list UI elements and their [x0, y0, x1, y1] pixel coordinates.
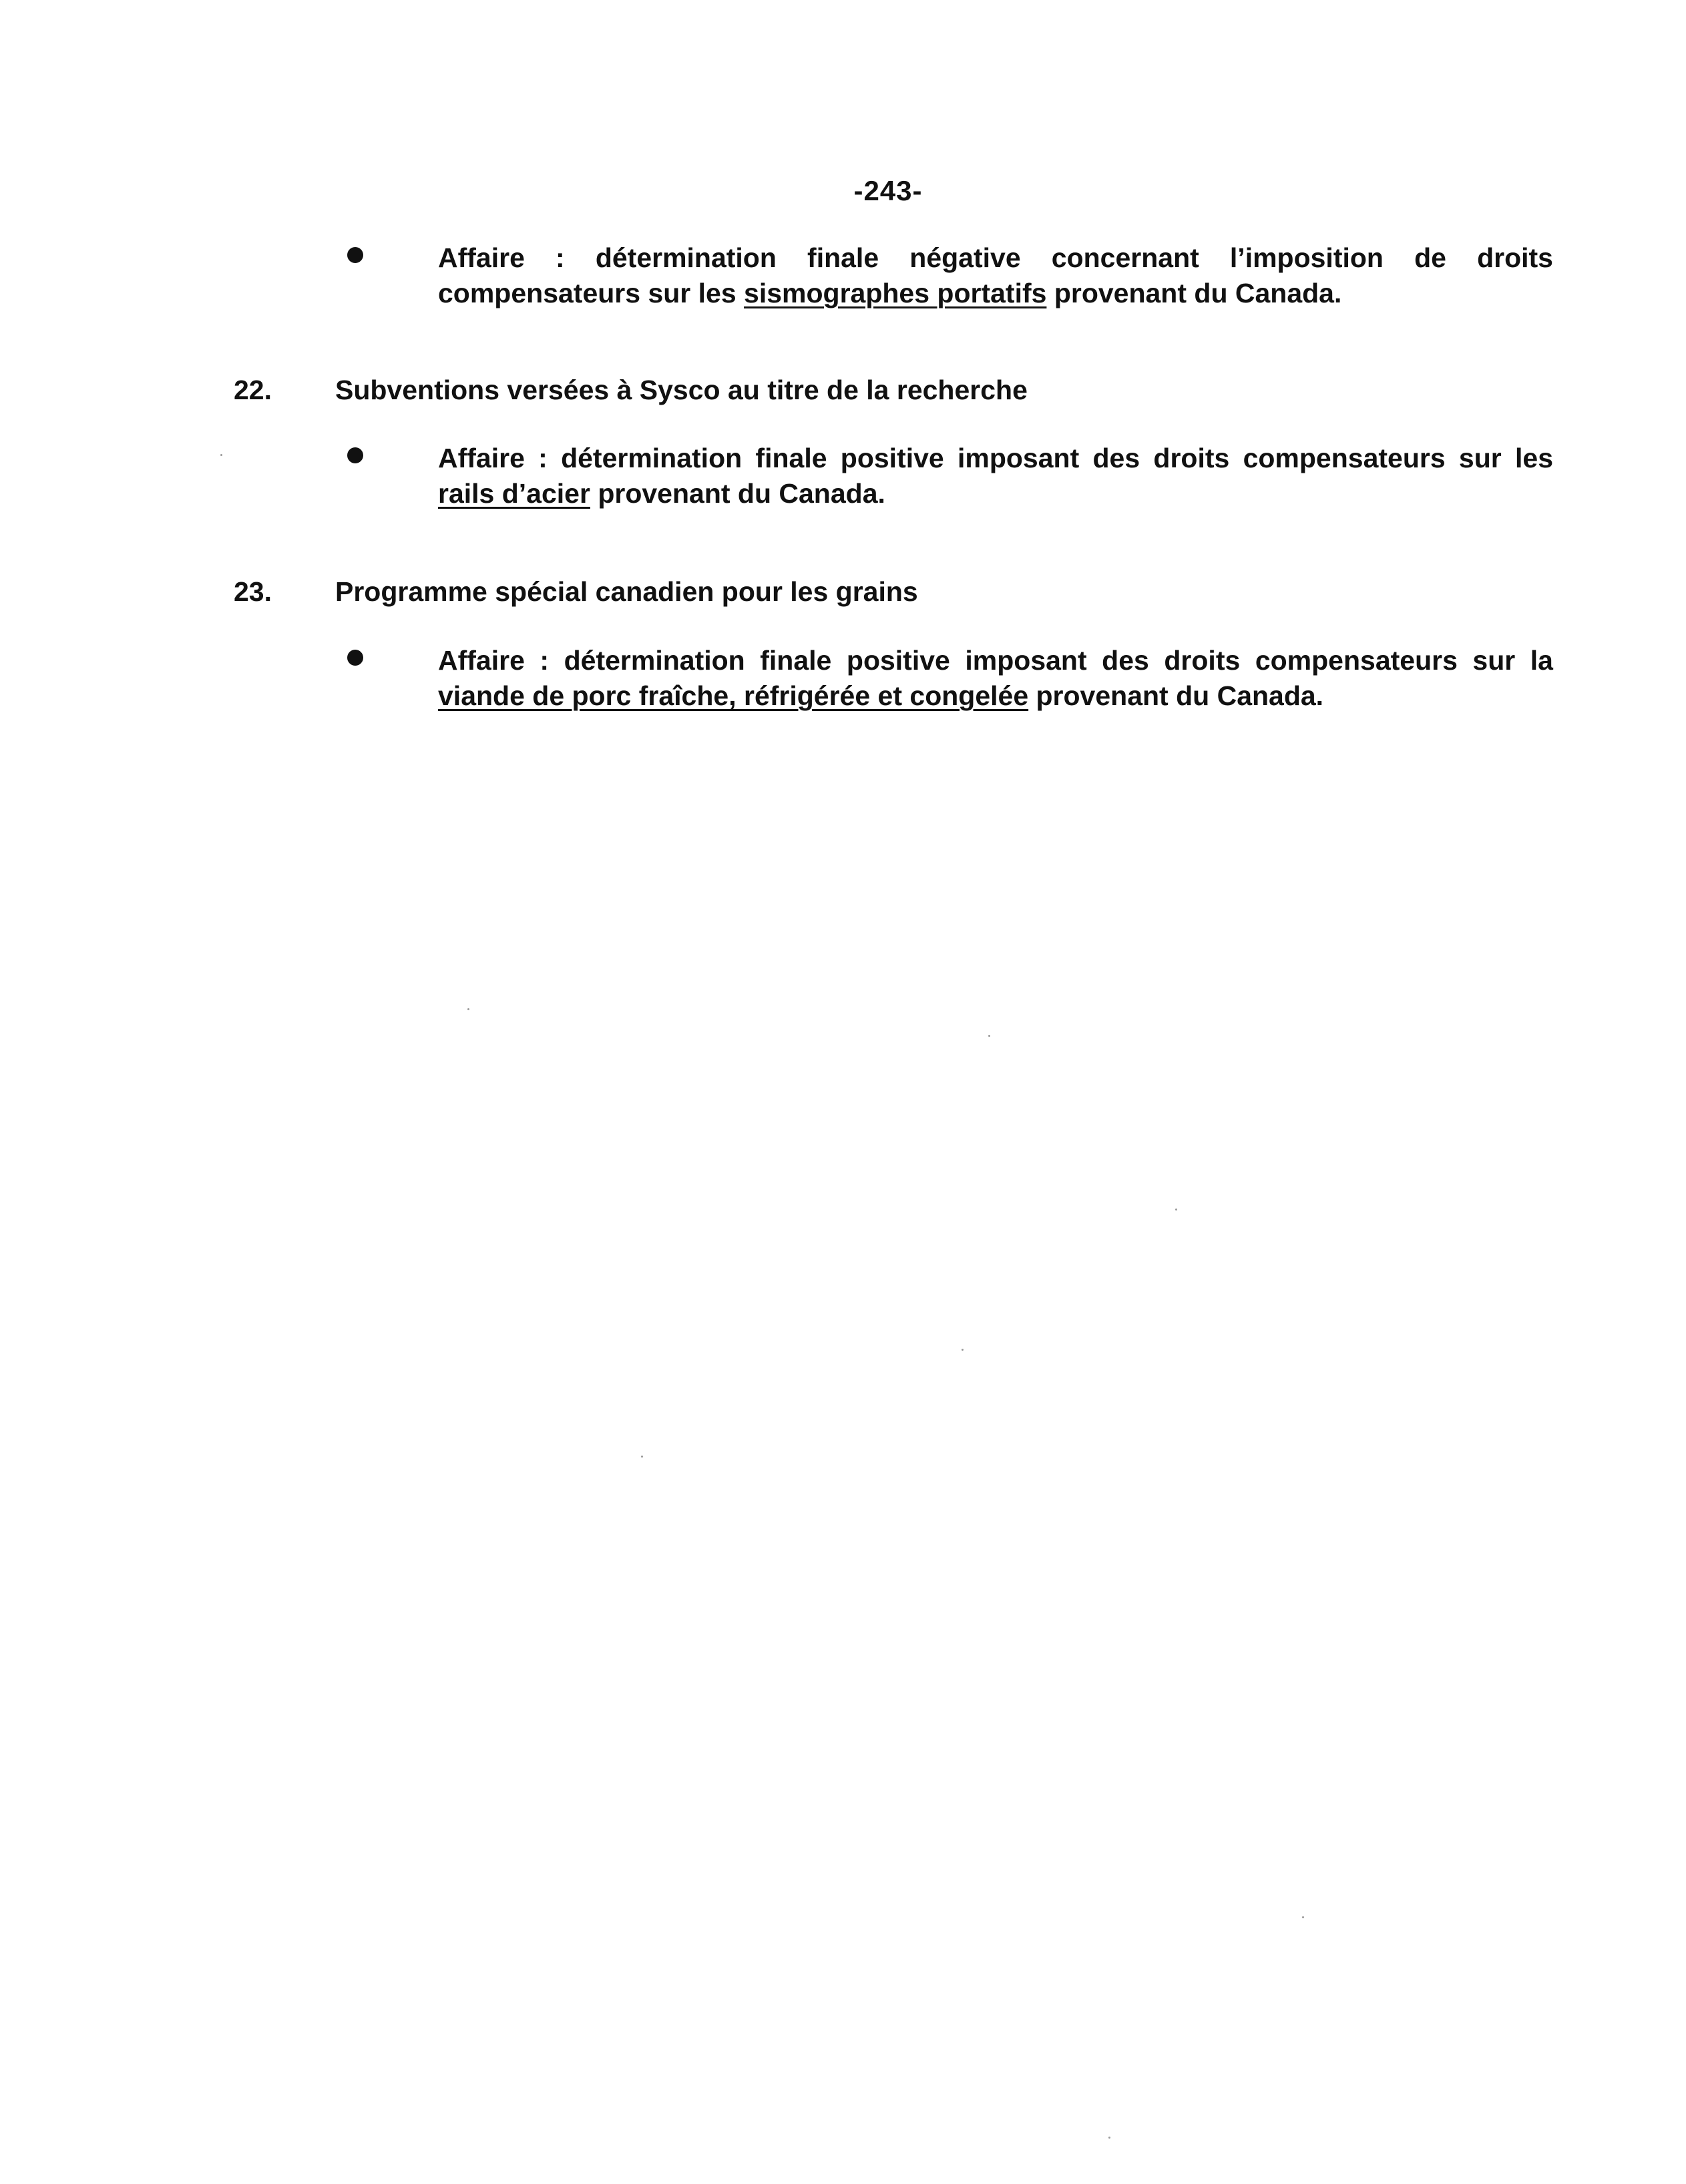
scan-speck — [220, 454, 222, 456]
case-description — [438, 441, 1553, 511]
section-title: Subventions versées à Sysco au titre de la recherche — [335, 375, 1028, 405]
section-number: 23. — [234, 576, 272, 607]
case-text: Affaire : détermination finale positive imposant des droits compensateurs sur les — [438, 443, 1553, 473]
product-name: viande de porc fraîche, réfrigérée et congelée — [438, 680, 1029, 711]
case-text: Affaire : détermination finale positive imposant des droits compensateurs sur la — [438, 645, 1553, 676]
bullet-icon — [347, 447, 363, 463]
case-text: Affaire : détermination finale négative concernant l’imposition de droits compensateurs sur les — [438, 242, 1553, 308]
case-text: provenant du Canada. — [590, 478, 885, 509]
product-name: sismographes portatifs — [744, 278, 1047, 308]
section-number: 22. — [234, 375, 272, 405]
scan-speck — [1175, 1209, 1177, 1211]
scan-speck — [988, 1035, 990, 1037]
product-name: rails d’acier — [438, 478, 590, 509]
case-text: provenant du Canada. — [1028, 680, 1324, 711]
scan-speck — [962, 1349, 964, 1351]
scan-speck — [1108, 2137, 1110, 2139]
case-text: provenant du Canada. — [1046, 278, 1342, 308]
scan-speck — [1302, 1916, 1304, 1918]
case-description — [438, 240, 1553, 311]
section-title: Programme spécial canadien pour les grains — [335, 576, 918, 607]
bullet-icon — [347, 247, 363, 263]
scan-speck — [641, 1456, 643, 1458]
scan-speck — [467, 1008, 469, 1010]
page-number: -243- — [853, 175, 923, 206]
case-description — [438, 643, 1553, 714]
bullet-icon — [347, 650, 363, 666]
